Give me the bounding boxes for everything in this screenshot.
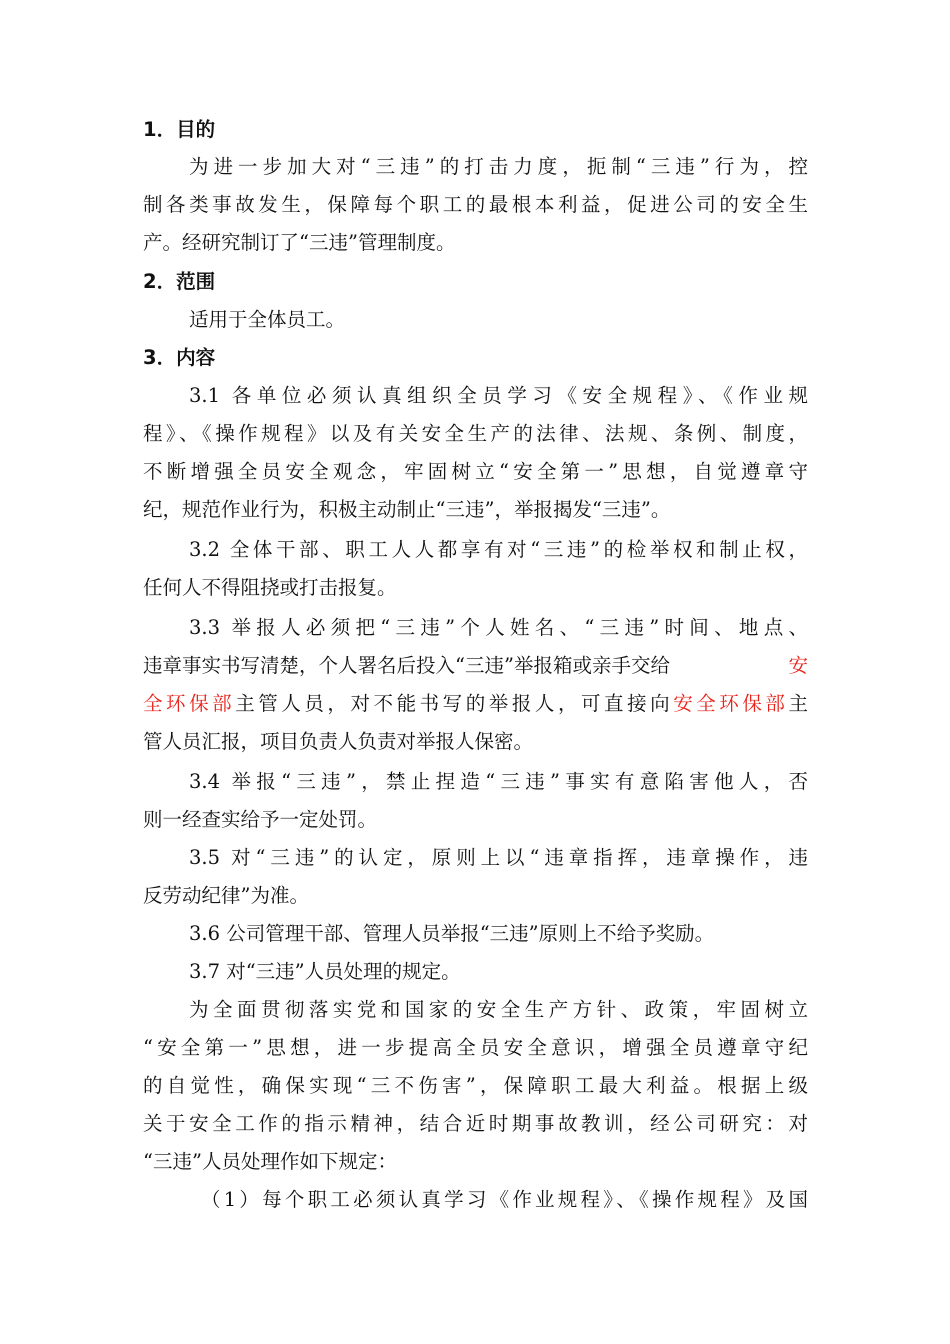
section-2-heading: 2．范围 (143, 270, 216, 293)
safety-dept-highlight-2: 安全环保部 (673, 692, 789, 715)
regulation-item-1-line-1: （1）每个职工必须认真学习《作业规程》、《操作规程》及国 (201, 1188, 808, 1211)
paragraph-3-1-line-1: 3.1 各单位必须认真组织全员学习《安全规程》、《作业规 (189, 384, 808, 407)
paragraph-3-3-line-3-text: 主管人员，对不能书写的举报人，可直接向 (235, 692, 674, 715)
regulation-paragraph-line-2: “安全第一”思想，进一步提高全员安全意识，增强全员遵章守纪 (143, 1036, 808, 1059)
regulation-paragraph-line-1: 为全面贯彻落实党和国家的安全生产方针、政策，牢固树立 (189, 998, 808, 1021)
paragraph-3-3-line-3-end: 主 (788, 692, 808, 715)
regulation-paragraph-line-3: 的自觉性，确保实现“三不伤害”，保障职工最大利益。根据上级 (143, 1074, 808, 1097)
paragraph-3-3-line-4: 管人员汇报，项目负责人负责对举报人保密。 (143, 730, 534, 753)
section-1-line-1: 为进一步加大对“三违”的打击力度，扼制“三违”行为，控 (189, 155, 808, 178)
paragraph-3-4-line-1: 3.4 举报“三违”，禁止捏造“三违”事实有意陷害他人，否 (189, 770, 808, 793)
section-1-heading: 1．目的 (143, 118, 216, 141)
safety-dept-highlight-1a: 安 (788, 654, 808, 677)
paragraph-3-3-line-2 (143, 647, 808, 685)
section-1-line-2: 制各类事故发生，保障每个职工的最根本利益，促进公司的安全生 (143, 193, 808, 216)
paragraph-3-3-line-3 (143, 685, 808, 723)
section-3-heading: 3．内容 (143, 346, 216, 369)
safety-dept-highlight-1b: 全环保部 (143, 692, 236, 715)
paragraph-3-2-line-1: 3.2 全体干部、职工人人都享有对“三违”的检举权和制止权， (189, 538, 808, 561)
paragraph-3-3-line-1: 3.3 举报人必须把“三违”个人姓名、“三违”时间、地点、 (189, 616, 808, 639)
paragraph-3-7-line-1: 3.7 对“三违”人员处理的规定。 (189, 960, 461, 983)
section-2-line-1: 适用于全体员工。 (189, 308, 346, 331)
regulation-paragraph-line-5: “三违”人员处理作如下规定： (143, 1150, 397, 1173)
paragraph-3-2-line-2: 任何人不得阻挠或打击报复。 (143, 576, 397, 599)
paragraph-3-1-line-4: 纪，规范作业行为，积极主动制止“三违”，举报揭发“三违”。 (143, 498, 671, 521)
paragraph-3-5-line-1: 3.5 对“三违”的认定，原则上以“违章指挥，违章操作，违 (189, 846, 808, 869)
paragraph-3-5-line-2: 反劳动纪律”为准。 (143, 884, 309, 907)
paragraph-3-1-line-3: 不断增强全员安全观念，牢固树立“安全第一”思想，自觉遵章守 (143, 460, 808, 483)
paragraph-3-3-line-2-text: 违章事实书写清楚，个人署名后投入“三违”举报箱或亲手交给 (143, 654, 670, 677)
paragraph-3-1-line-2: 程》、《操作规程》以及有关安全生产的法律、法规、条例、制度， (143, 422, 808, 445)
paragraph-3-6-line-1: 3.6 公司管理干部、管理人员举报“三违”原则上不给予奖励。 (189, 922, 715, 945)
regulation-paragraph-line-4: 关于安全工作的指示精神，结合近时期事故教训，经公司研究：对 (143, 1112, 808, 1135)
paragraph-3-4-line-2: 则一经查实给予一定处罚。 (143, 808, 378, 831)
section-1-line-3: 产。经研究制订了“三违”管理制度。 (143, 231, 456, 254)
